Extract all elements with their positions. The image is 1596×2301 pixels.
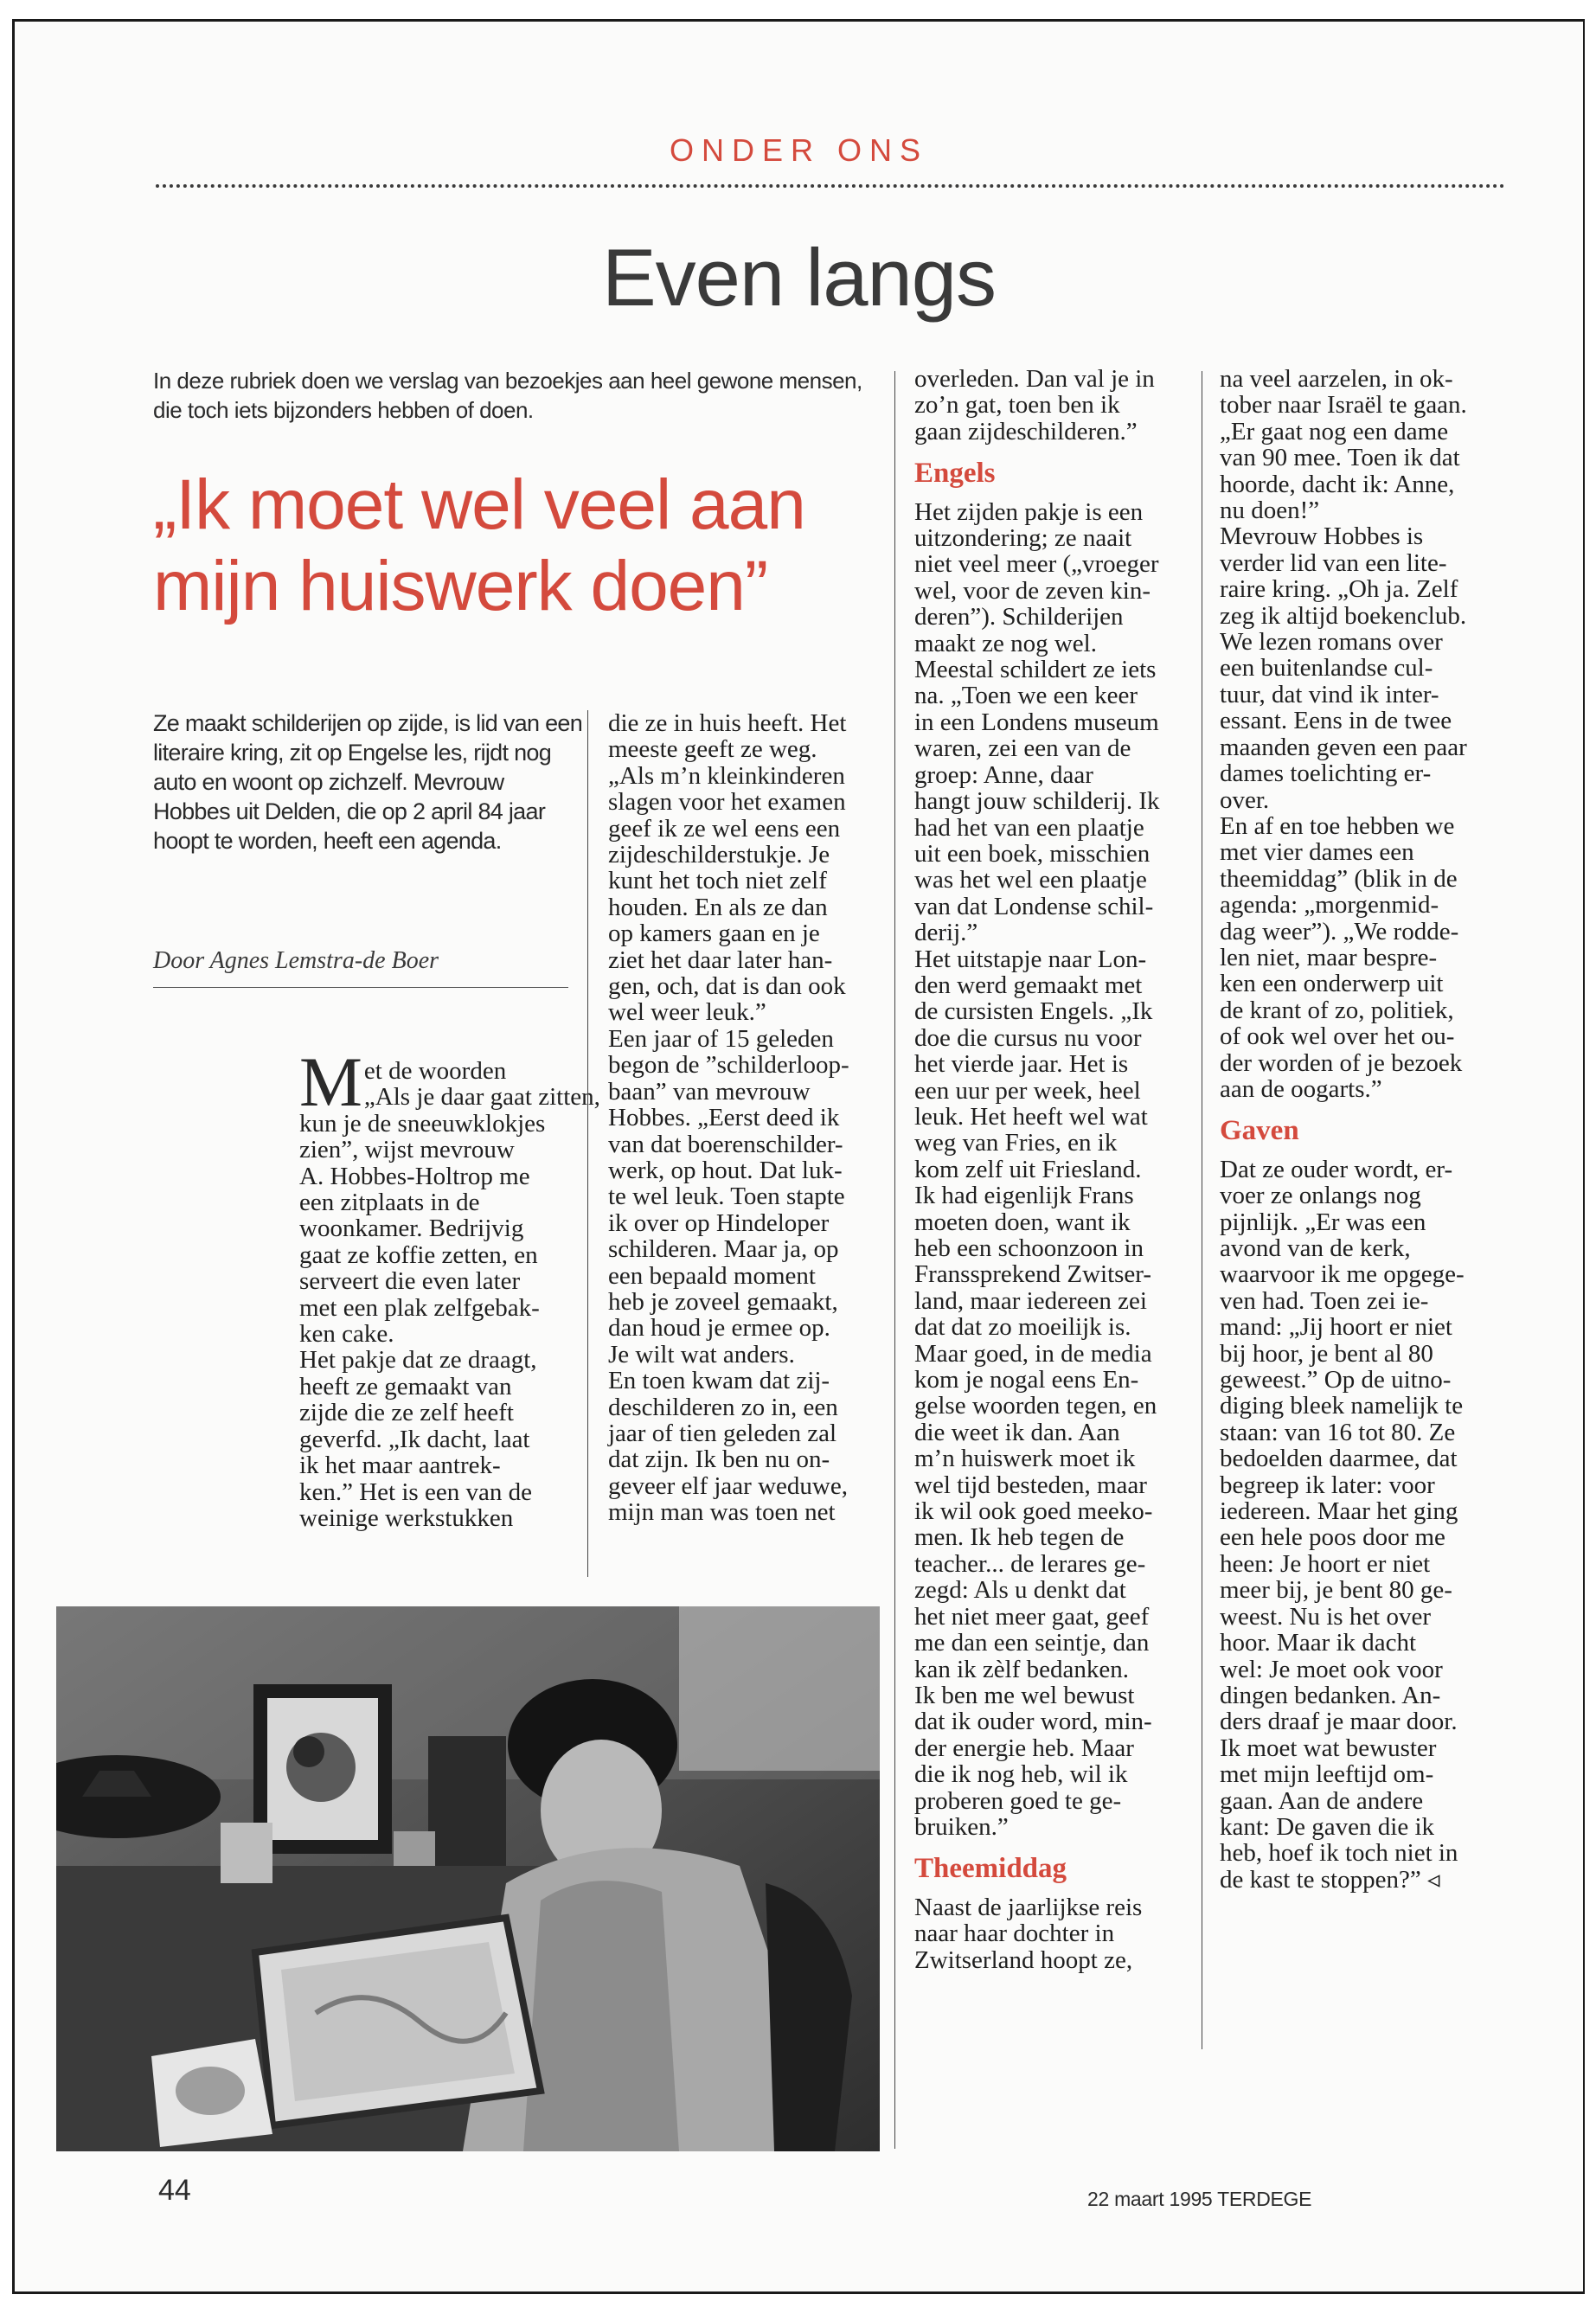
text-line: bruiken.” xyxy=(914,1812,1009,1841)
text-line: dat ik ouder word, min- xyxy=(914,1708,1152,1736)
text-line: heb een schoonzoon in xyxy=(914,1234,1144,1262)
text-line: houden. En als ze dan xyxy=(608,893,828,921)
text-line: hangt jouw schilderij. Ik xyxy=(914,787,1160,816)
text-line: doe die cursus nu voor xyxy=(914,1023,1142,1052)
text-line: op kamers gaan en je xyxy=(608,920,820,948)
photo-woman-painting-silk xyxy=(56,1606,880,2151)
text-line: weg van Fries, en ik xyxy=(914,1129,1118,1157)
text-line: een buitenlandse cul- xyxy=(1220,654,1433,683)
text-line: ken.” Het is een van de xyxy=(299,1477,532,1506)
text-line: geveer elf jaar weduwe, xyxy=(608,1471,848,1500)
text-line: het niet meer gaat, geef xyxy=(914,1602,1150,1631)
text-line: baan” van mevrouw xyxy=(608,1077,811,1106)
text-line: „Er gaat nog een dame xyxy=(1220,417,1449,445)
text-line: ik wil ook goed meeko- xyxy=(914,1497,1153,1526)
text-line: heb, hoef ik toch niet in xyxy=(1220,1839,1458,1868)
subheading: Gaven xyxy=(1220,1115,1299,1147)
text-line: kunt het toch niet zelf xyxy=(608,867,827,895)
text-line: heb je zoveel gemaakt, xyxy=(608,1287,838,1316)
text-line: dan houd je ermee op. xyxy=(608,1314,830,1343)
text-line: wel, voor de zeven kin- xyxy=(914,576,1151,605)
subheading: Engels xyxy=(914,458,996,490)
text-line: een uur per week, heel xyxy=(914,1076,1141,1105)
text-line: tuur, dat vind ik inter- xyxy=(1220,680,1439,708)
text-line: maanden geven een paar xyxy=(1220,733,1467,761)
text-line: weest. Nu is het over xyxy=(1220,1602,1432,1631)
text-line: avond van de kerk, xyxy=(1220,1234,1411,1262)
text-line: een hele poos door me xyxy=(1220,1523,1445,1552)
text-line: dat zijn. Ik ben nu on- xyxy=(608,1445,830,1474)
text-line: waren, zei een van de xyxy=(914,734,1131,763)
text-line: Het uitstapje naar Lon- xyxy=(914,945,1147,973)
text-line: ziet het daar later han- xyxy=(608,945,833,974)
text-line: jaar of tien geleden zal xyxy=(608,1419,837,1447)
text-line: gaan zijdeschilderen.” xyxy=(914,417,1138,445)
text-line: kan ik zèlf bedanken. xyxy=(914,1655,1130,1683)
subheading: Theemiddag xyxy=(914,1853,1067,1885)
article-photo xyxy=(56,1606,880,2151)
text-line: van 90 mee. Toen ik dat xyxy=(1220,444,1460,472)
text-line: woonkamer. Bedrijvig xyxy=(299,1215,524,1243)
text-line: wel tijd besteden, maar xyxy=(914,1471,1147,1499)
text-line: naar haar dochter in xyxy=(914,1920,1115,1948)
text-line: „Als m’n kleinkinderen xyxy=(608,761,845,790)
page-number: 44 xyxy=(158,2174,191,2207)
text-line: zien”, wijst mevrouw xyxy=(299,1136,515,1164)
text-line: Maar goed, in de media xyxy=(914,1339,1152,1368)
text-line: Meestal schildert ze iets xyxy=(914,656,1157,684)
text-line: zijdeschilderstukje. Je xyxy=(608,841,830,869)
text-line: hoorde, dacht ik: Anne, xyxy=(1220,470,1455,498)
text-line: heeft ze gemaakt van xyxy=(299,1372,512,1400)
magazine-page xyxy=(12,19,1585,2294)
text-line: slagen voor het examen xyxy=(608,788,846,817)
text-line: ders draaf je maar door. xyxy=(1220,1708,1458,1736)
text-line: nu doen!” xyxy=(1220,497,1320,525)
text-line: ven had. Toen zei ie- xyxy=(1220,1286,1429,1315)
text-line: theemiddag” (blik in de xyxy=(1220,864,1458,893)
text-line: Zwitserland hoopt ze, xyxy=(914,1945,1133,1974)
text-line: deren”). Schilderijen xyxy=(914,603,1124,631)
text-line: land, maar iedereen zei xyxy=(914,1286,1147,1315)
text-line: me dan een seintje, dan xyxy=(914,1629,1150,1657)
text-line: En toen kwam dat zij- xyxy=(608,1367,830,1395)
article-lead: Ze maakt schilderijen op zijde, is lid van een literaire kring, zit op Engelse les, rijdt nog auto en woont op zichzelf. Mevrouw Hobbes uit Delden, die op 2 april 84 jaar hoopt te worden, heeft een agenda. xyxy=(153,710,583,854)
text-line: begreep ik later: voor xyxy=(1220,1471,1435,1499)
text-line: teacher... de lerares ge- xyxy=(914,1549,1146,1578)
text-line: iedereen. Maar het ging xyxy=(1220,1497,1458,1526)
text-line: het vierde jaar. Het is xyxy=(914,1050,1129,1079)
text-line: gelse woorden tegen, en xyxy=(914,1392,1157,1420)
text-line: niet veel meer („vroeger xyxy=(914,550,1159,579)
text-line: leuk. Het heeft wel wat xyxy=(914,1102,1148,1131)
article-headline: „Ik moet wel veel aan mijn huiswerk doen” xyxy=(153,465,805,625)
text-line: men. Ik heb tegen de xyxy=(914,1523,1125,1552)
text-line: der worden of je bezoek xyxy=(1220,1048,1463,1077)
text-line: kom je nogal eens En- xyxy=(914,1366,1139,1394)
text-line: gaat ze koffie zetten, en xyxy=(299,1240,538,1269)
text-line: dingen bedanken. An- xyxy=(1220,1681,1441,1709)
text-line: begon de ”schilderloop- xyxy=(608,1051,849,1080)
text-line: maakt ze nog wel. xyxy=(914,629,1097,657)
text-line: ik over op Hindeloper xyxy=(608,1208,830,1237)
text-line: Dat ze ouder wordt, er- xyxy=(1220,1155,1453,1183)
text-line: Mevrouw Hobbes is xyxy=(1220,522,1424,551)
text-line: kom zelf uit Friesland. xyxy=(914,1155,1142,1183)
text-line: na veel aarzelen, in ok- xyxy=(1220,365,1453,393)
text-line: heen: Je hoort er niet xyxy=(1220,1549,1431,1578)
text-line: raire kring. „Oh ja. Zelf xyxy=(1220,575,1458,604)
text-line: dag weer”). „We rodde- xyxy=(1220,917,1459,945)
text-line: den werd gemaakt met xyxy=(914,971,1143,999)
text-line: Je wilt wat anders. xyxy=(608,1340,795,1368)
text-line: verder lid van een lite- xyxy=(1220,548,1447,577)
text-line: met een plak zelfgebak- xyxy=(299,1293,540,1322)
text-line: tober naar Israël te gaan. xyxy=(1220,391,1467,420)
text-line: Ik had eigenlijk Frans xyxy=(914,1182,1134,1210)
text-line: hoor. Maar ik dacht xyxy=(1220,1629,1417,1657)
text-line: voer ze onlangs nog xyxy=(1220,1182,1421,1210)
text-line: gen, och, dat is dan ook xyxy=(608,972,846,1001)
text-line: mand: „Jij hoort er niet xyxy=(1220,1313,1452,1342)
text-line: der energie heb. Maar xyxy=(914,1734,1134,1762)
text-line: ik het maar aantrek- xyxy=(299,1452,501,1480)
text-line: Het pakje dat ze draagt, xyxy=(299,1346,537,1375)
text-line: uit een boek, misschien xyxy=(914,839,1151,868)
text-line: bedoelden daarmee, dat xyxy=(1220,1445,1458,1473)
text-line: len niet, maar bespre- xyxy=(1220,943,1438,971)
column-4 xyxy=(1220,366,1467,1893)
text-line: pijnlijk. „Er was een xyxy=(1220,1208,1426,1236)
text-line: serveert die even later xyxy=(299,1267,521,1296)
text-line: deschilderen zo in, een xyxy=(608,1393,838,1421)
text-line: waarvoor ik me opgege- xyxy=(1220,1260,1465,1289)
text-line: proberen goed te ge- xyxy=(914,1786,1122,1815)
text-line: essant. Eens in de twee xyxy=(1220,707,1452,735)
text-line: meeste geeft ze weg. xyxy=(608,735,817,764)
text-line: Ik ben me wel bewust xyxy=(914,1681,1135,1709)
text-line: wel weer leuk.” xyxy=(608,998,766,1027)
text-line: na. „Toen we een keer xyxy=(914,682,1138,710)
text-line: En af en toe hebben we xyxy=(1220,811,1455,840)
text-line: overleden. Dan val je in xyxy=(914,365,1155,393)
text-line: met vier dames een xyxy=(1220,838,1414,867)
column-2 xyxy=(608,710,849,1526)
text-line: zeg ik altijd boekenclub. xyxy=(1220,601,1467,630)
text-line: werk, op hout. Dat luk- xyxy=(608,1156,843,1184)
byline-divider xyxy=(153,987,568,988)
text-line: van dat boerenschilder- xyxy=(608,1130,843,1158)
text-line: m’n huiswerk moet ik xyxy=(914,1445,1136,1473)
drop-cap: M xyxy=(299,1042,362,1121)
column-rule-1 xyxy=(587,710,588,1577)
text-line: te wel leuk. Toen stapte xyxy=(608,1183,845,1211)
text-line: Het zijden pakje is een xyxy=(914,497,1144,526)
text-line: weinige werkstukken xyxy=(299,1503,514,1532)
text-line: Hobbes. „Eerst deed ik xyxy=(608,1104,840,1132)
text-line: A. Hobbes-Holtrop me xyxy=(299,1162,530,1190)
text-line: Naast de jaarlijkse reis xyxy=(914,1893,1143,1921)
text-line: Franssprekend Zwitser- xyxy=(914,1260,1152,1289)
text-line: de cursisten Engels. „Ik xyxy=(914,997,1153,1026)
column-rule-2 xyxy=(894,371,895,2149)
text-line: Ik moet wat bewuster xyxy=(1220,1734,1437,1762)
text-line: kant: De gaven die ik xyxy=(1220,1812,1435,1841)
byline: Door Agnes Lemstra-de Boer xyxy=(153,947,439,974)
text-line: ken cake. xyxy=(299,1320,394,1349)
text-line: kun je de sneeuwklokjes xyxy=(299,1109,546,1138)
text-line: had het van een plaatje xyxy=(914,813,1144,842)
text-line: schilderen. Maar ja, op xyxy=(608,1235,839,1264)
text-line: zo’n gat, toen ben ik xyxy=(914,391,1120,420)
text-line: mijn man was toen net xyxy=(608,1498,836,1527)
text-line: meer bij, je bent 80 ge- xyxy=(1220,1576,1452,1605)
section-label: ONDER ONS xyxy=(669,132,929,168)
intro-text: In deze rubriek doen we verslag van bezoekjes aan heel gewone mensen, die toch iets bijzonders hebben of doen. xyxy=(153,368,862,423)
text-line: agenda: „morgenmid- xyxy=(1220,891,1439,920)
text-line: was het wel een plaatje xyxy=(914,866,1147,894)
text-line: uitzondering; ze naait xyxy=(914,524,1132,553)
text-line: een zitplaats in de xyxy=(299,1189,480,1217)
rubric-title: Even langs xyxy=(601,232,997,323)
text-line: of ook wel over het ou- xyxy=(1220,1022,1455,1051)
dotted-divider xyxy=(156,184,1505,188)
text-line: geverfd. „Ik dacht, laat xyxy=(299,1425,530,1453)
issue-date: 22 maart 1995 TERDEGE xyxy=(1087,2188,1312,2210)
column-1 xyxy=(299,1042,600,1532)
text-line: bij hoor, je bent al 80 xyxy=(1220,1339,1433,1368)
text-line: die weet ik dan. Aan xyxy=(914,1418,1120,1446)
text-line: Een jaar of 15 geleden xyxy=(608,1024,834,1053)
text-line: derij.” xyxy=(914,919,978,947)
text-line: die ik nog heb, wil ik xyxy=(914,1760,1128,1789)
text-line: die ze in huis heeft. Het xyxy=(608,709,847,737)
text-line: gaan. Aan de andere xyxy=(1220,1786,1424,1815)
text-line: een bepaald moment xyxy=(608,1261,816,1290)
text-line: geweest.” Op de uitno- xyxy=(1220,1366,1452,1394)
text-line: et de woorden xyxy=(363,1057,507,1085)
text-line: diging bleek namelijk te xyxy=(1220,1392,1464,1420)
text-line: aan de oogarts.” xyxy=(1220,1074,1382,1103)
text-line: staan: van 16 tot 80. Ze xyxy=(1220,1418,1456,1446)
column-3 xyxy=(914,366,1160,1973)
text-line: geef ik ze wel eens een xyxy=(608,814,841,843)
text-line: zijde die ze zelf heeft xyxy=(299,1399,514,1427)
text-line: in een Londens museum xyxy=(914,708,1159,736)
text-line: dames toelichting er- xyxy=(1220,760,1432,788)
text-line: moeten doen, want ik xyxy=(914,1208,1131,1236)
text-line: de krant of zo, politiek, xyxy=(1220,996,1454,1024)
text-line: dat dat zo moeilijk is. xyxy=(914,1313,1131,1342)
text-line: de kast te stoppen?” ◃ xyxy=(1220,1865,1440,1894)
text-line: over. xyxy=(1220,785,1270,814)
text-line: groep: Anne, daar xyxy=(914,760,1093,789)
text-line: ken een onderwerp uit xyxy=(1220,970,1444,998)
text-line: van dat Londense schil- xyxy=(914,892,1154,920)
text-line: „Als je daar gaat zitten, xyxy=(363,1083,600,1112)
text-line: We lezen romans over xyxy=(1220,628,1443,657)
text-line: met mijn leeftijd om- xyxy=(1220,1760,1434,1789)
text-line: wel: Je moet ook voor xyxy=(1220,1655,1443,1683)
text-line: zegd: Als u denkt dat xyxy=(914,1576,1126,1605)
